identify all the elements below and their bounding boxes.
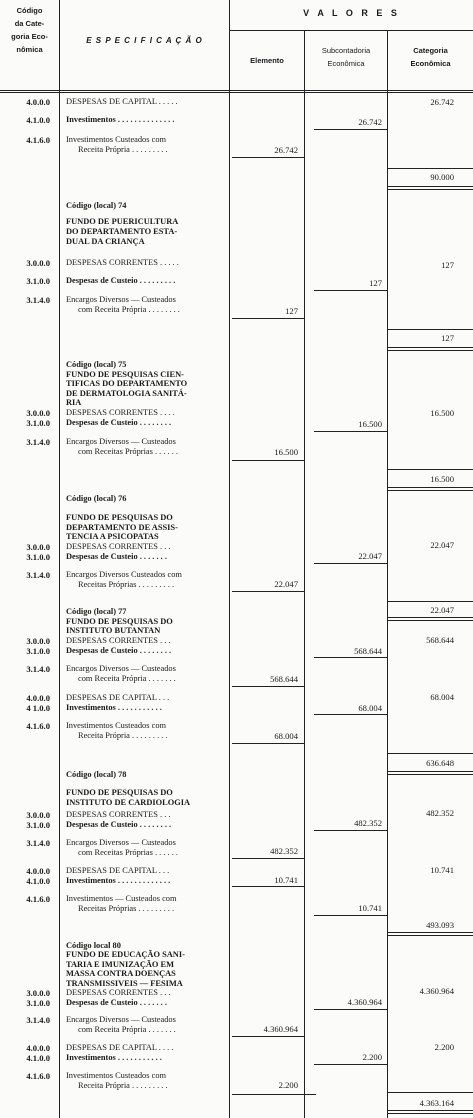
subcontadoria-value: 568.644 bbox=[354, 646, 382, 656]
total-value: 4.363.164 bbox=[419, 1098, 454, 1108]
row-text bbox=[66, 894, 226, 913]
categoria-value: 4.360.964 bbox=[419, 986, 454, 996]
subcontadoria-value: 482.352 bbox=[354, 818, 382, 828]
elemento-value: 26.742 bbox=[274, 145, 298, 155]
row-text: DESPESAS CORRENTES . . . . . bbox=[66, 258, 179, 267]
header-subcontadoria bbox=[305, 44, 387, 70]
row-text: Despesas de Custeio . . . . . . . . bbox=[66, 646, 172, 655]
subcontadoria-value: 4.360.964 bbox=[347, 997, 382, 1007]
sum-rule bbox=[314, 915, 387, 916]
row-code: 3.1.0.0 bbox=[26, 418, 50, 428]
total-value: 90.000 bbox=[430, 172, 454, 182]
column-rule-spec bbox=[229, 0, 230, 1118]
row-code: 3.1.4.0 bbox=[26, 664, 50, 674]
row-text bbox=[66, 1071, 226, 1090]
row-text-line: Encargos Diversos — Custeados bbox=[66, 1015, 176, 1024]
row-code: 4.0.0.0 bbox=[26, 693, 50, 703]
row-text-line: Investimentos Custeados com bbox=[66, 721, 167, 730]
categoria-value: 127 bbox=[441, 260, 454, 270]
row-code: 3.0.0.0 bbox=[26, 988, 50, 998]
total-rule bbox=[388, 601, 473, 602]
header-code-column bbox=[0, 4, 59, 56]
row-text: DESPESAS CORRENTES . . . bbox=[66, 636, 171, 645]
row-code: 4.1.6.0 bbox=[26, 894, 50, 904]
row-code: 3.1.0.0 bbox=[26, 998, 50, 1008]
sum-rule bbox=[314, 1064, 387, 1065]
elemento-value: 10.741 bbox=[274, 875, 298, 885]
total-rule bbox=[388, 186, 473, 187]
section-title: Código (local) 74 bbox=[66, 201, 127, 210]
total-rule bbox=[388, 753, 473, 754]
sum-rule bbox=[232, 591, 304, 592]
total-rule bbox=[388, 771, 473, 772]
subcontadoria-value: 10.741 bbox=[358, 903, 382, 913]
total-value: 22.047 bbox=[430, 605, 454, 615]
total-rule bbox=[388, 168, 473, 169]
row-text-line: com Receitas Próprias . . . . . . bbox=[78, 446, 179, 456]
header-code-line-1: Código bbox=[16, 6, 43, 15]
row-code: 3.1.0.0 bbox=[26, 646, 50, 656]
section-line: FUNDO DE PUERICULTURA bbox=[66, 217, 179, 226]
column-rule-sub bbox=[387, 30, 388, 1118]
row-text-line: com Receita Própria . . . . . . . bbox=[78, 1024, 176, 1034]
subcontadoria-value: 68.004 bbox=[358, 703, 382, 713]
total-rule bbox=[388, 469, 473, 470]
section-line: FUNDO DE PESQUISAS DO bbox=[66, 787, 173, 797]
sum-rule bbox=[314, 129, 387, 130]
sum-rule bbox=[314, 290, 387, 291]
header-code-line-4: nômica bbox=[16, 45, 43, 54]
sum-rule bbox=[232, 157, 304, 158]
header-code-line-2: da Cate- bbox=[14, 19, 45, 28]
row-text: DESPESAS CORRENTES . . . bbox=[66, 810, 171, 819]
section-line: DEPARTAMENTO DE ASSIS- bbox=[66, 522, 178, 532]
section-line: FUNDO DE PESQUISAS CIEN- bbox=[66, 369, 184, 379]
categoria-value: 10.741 bbox=[430, 865, 454, 875]
total-rule bbox=[388, 617, 473, 618]
section-line: TIFICAS DO DEPARTAMENTO bbox=[66, 379, 188, 388]
row-code: 4.1.0.0 bbox=[26, 115, 50, 125]
section-line: DO DEPARTAMENTO ESTA- bbox=[66, 227, 178, 236]
row-text bbox=[66, 721, 226, 740]
valores-rule bbox=[229, 30, 473, 31]
row-text: Despesas de Custeio . . . . . . . bbox=[66, 998, 167, 1007]
subcontadoria-value: 26.742 bbox=[358, 117, 382, 127]
sum-rule bbox=[232, 1094, 316, 1095]
section-header-78 bbox=[66, 770, 226, 807]
sum-rule bbox=[314, 657, 387, 658]
categoria-value: 26.742 bbox=[430, 97, 454, 107]
sum-rule bbox=[314, 830, 387, 831]
row-text: DESPESAS DE CAPITAL . . . bbox=[66, 693, 170, 702]
row-code: 3.1.4.0 bbox=[26, 1015, 50, 1025]
row-code: 3.0.0.0 bbox=[26, 636, 50, 646]
row-code: 3.1.4.0 bbox=[26, 838, 50, 848]
row-text-line: Encargos Diversos — Custeados bbox=[66, 838, 176, 847]
row-text: Investimentos . . . . . . . . . . . . . bbox=[66, 876, 171, 885]
header-sub-line-2: Econômica bbox=[327, 59, 365, 68]
row-code: 4.1.6.0 bbox=[26, 135, 50, 145]
column-rule-elemento bbox=[304, 30, 305, 1118]
row-code: 4.1.0.0 bbox=[26, 1053, 50, 1063]
row-text-line: Investimentos Custeados com bbox=[66, 1071, 167, 1080]
row-text: Investimentos . . . . . . . . . . . bbox=[66, 1053, 162, 1062]
section-line: FUNDO DE EDUCAÇÃO SANI- bbox=[66, 950, 185, 960]
total-value: 493.093 bbox=[426, 920, 454, 930]
total-rule bbox=[388, 774, 473, 775]
row-text: Despesas de Custeio . . . . . . . . bbox=[66, 418, 172, 427]
row-code: 3.1.0.0 bbox=[26, 820, 50, 830]
row-text-line: Receitas Próprias . . . . . . . . . bbox=[78, 903, 175, 913]
row-code: 4.0.0.0 bbox=[26, 866, 50, 876]
row-text: Investimentos . . . . . . . . . . . bbox=[66, 703, 162, 712]
elemento-value: 568.644 bbox=[270, 674, 298, 684]
section-line: INSTITUTO DE CARDIOLOGIA bbox=[66, 797, 191, 807]
total-rule bbox=[388, 347, 473, 348]
total-rule bbox=[388, 932, 473, 933]
section-line: TARIA E IMUNIZAÇÃO EM bbox=[66, 959, 175, 969]
total-rule bbox=[388, 1092, 473, 1093]
elemento-value: 4.360.964 bbox=[263, 1024, 298, 1034]
section-line: FUNDO DE PESQUISAS DO bbox=[66, 616, 173, 626]
row-text: Despesas de Custeio . . . . . . . . . bbox=[66, 276, 176, 285]
sum-rule bbox=[232, 460, 304, 461]
header-categoria bbox=[388, 44, 473, 70]
section-line: TRANSMISSIVEIS — FESIMA bbox=[66, 978, 183, 988]
section-title: Código (local) 77 bbox=[66, 607, 127, 616]
section-line: RIA bbox=[66, 398, 82, 407]
row-code: 4.0.0.0 bbox=[26, 97, 50, 107]
section-line: MASSA CONTRA DOENÇAS bbox=[66, 969, 176, 979]
header-bottom-rule bbox=[0, 90, 473, 91]
categoria-value: 482.352 bbox=[426, 808, 454, 818]
section-line: TENCIA A PSICOPATAS bbox=[66, 532, 159, 542]
elemento-value: 68.004 bbox=[274, 731, 298, 741]
total-rule bbox=[388, 189, 473, 190]
row-text-line: Encargos Diversos — Custeados bbox=[66, 295, 176, 304]
row-code: 3.0.0.0 bbox=[26, 810, 50, 820]
total-rule bbox=[388, 1110, 473, 1111]
row-text: Despesas de Custeio . . . . . . . bbox=[66, 552, 167, 561]
row-code: 3.0.0.0 bbox=[26, 408, 50, 418]
row-text-line: com Receitas Próprias . . . . . . bbox=[78, 847, 179, 857]
row-code: 4.0.0.0 bbox=[26, 1043, 50, 1053]
row-text: Despesas de Custeio . . . . . . . . bbox=[66, 820, 172, 829]
row-text-line: com Receita Própria . . . . . . . . bbox=[78, 304, 180, 314]
elemento-value: 2.200 bbox=[278, 1080, 298, 1090]
sum-rule bbox=[232, 886, 304, 887]
section-line: DUAL DA CRIANÇA bbox=[66, 237, 145, 246]
row-text bbox=[66, 570, 226, 589]
row-text-line: Encargos Diversos — Custeados bbox=[66, 437, 176, 446]
sum-rule bbox=[232, 1036, 304, 1037]
subcontadoria-value: 16.500 bbox=[358, 419, 382, 429]
subcontadoria-value: 127 bbox=[369, 278, 382, 288]
row-code: 4.1.6.0 bbox=[26, 721, 50, 731]
total-rule bbox=[388, 329, 473, 330]
categoria-value: 2.200 bbox=[434, 1042, 454, 1052]
section-header-76 bbox=[66, 494, 226, 542]
sum-rule bbox=[232, 743, 304, 744]
header-valores: V A L O R E S bbox=[303, 8, 400, 18]
row-code: 3.1.0.0 bbox=[26, 552, 50, 562]
row-text: DESPESAS CORRENTES . . . bbox=[66, 542, 171, 551]
row-code: 4 1.0.0 bbox=[26, 703, 50, 713]
row-text-line: com Receita Própria . . . . . . . bbox=[78, 673, 176, 683]
row-text bbox=[66, 295, 226, 314]
row-text-line: Receitas Próprias . . . . . . . . . bbox=[78, 579, 175, 589]
row-text: Investimentos . . . . . . . . . . . . . . bbox=[66, 115, 175, 124]
categoria-value: 68.004 bbox=[430, 692, 454, 702]
row-text bbox=[66, 135, 226, 154]
row-code: 3.1.0.0 bbox=[26, 276, 50, 286]
categoria-value: 22.047 bbox=[430, 540, 454, 550]
categoria-value: 568.644 bbox=[426, 635, 454, 645]
section-header-80 bbox=[66, 941, 226, 988]
row-text-line: Encargos Diversos — Custeados bbox=[66, 664, 176, 673]
header-cat-line-1: Categoria bbox=[413, 46, 448, 55]
row-code: 4.1.6.0 bbox=[26, 1071, 50, 1081]
row-text bbox=[66, 664, 226, 683]
header-cat-line-2: Econômica bbox=[410, 59, 451, 68]
row-text bbox=[66, 1015, 226, 1034]
row-text: DESPESAS DE CAPITAL . . . bbox=[66, 866, 170, 875]
elemento-value: 16.500 bbox=[274, 447, 298, 457]
section-line: INSTITUTO BUTANTAN bbox=[66, 626, 161, 636]
row-text bbox=[66, 838, 226, 857]
section-header-74 bbox=[66, 201, 226, 247]
total-value: 16.500 bbox=[430, 474, 454, 484]
categoria-value: 16.500 bbox=[430, 408, 454, 418]
total-rule bbox=[388, 1113, 473, 1114]
total-rule bbox=[388, 350, 473, 351]
row-text-line: Encargos Diversos Custeados com bbox=[66, 570, 182, 579]
total-rule bbox=[388, 935, 473, 936]
header-elemento: Elemento bbox=[250, 56, 284, 65]
sum-rule bbox=[232, 318, 304, 319]
header-sub-line-1: Subcontadoria bbox=[321, 46, 371, 55]
section-line: DE DERMATOLOGIA SANITÁ- bbox=[66, 388, 187, 398]
sum-rule bbox=[314, 563, 387, 564]
row-text: DESPESAS CORRENTES . . . . bbox=[66, 408, 175, 417]
sum-rule bbox=[232, 858, 304, 859]
total-rule bbox=[388, 620, 473, 621]
section-header-77 bbox=[66, 607, 226, 636]
row-text bbox=[66, 437, 226, 456]
section-title: Código (local) 75 bbox=[66, 360, 127, 369]
row-text: DESPESAS CORRENTES . . . bbox=[66, 988, 171, 997]
total-rule bbox=[388, 487, 473, 488]
subcontadoria-value: 2.200 bbox=[362, 1052, 382, 1062]
sum-rule bbox=[314, 714, 387, 715]
elemento-value: 482.352 bbox=[270, 846, 298, 856]
section-title: Código (local) 76 bbox=[66, 494, 127, 503]
section-title: Código local 80 bbox=[66, 941, 121, 950]
row-code: 3.1.4.0 bbox=[26, 570, 50, 580]
row-text-line: Receita Própria . . . . . . . . . bbox=[78, 1080, 168, 1090]
row-code: 3.0.0.0 bbox=[26, 258, 50, 268]
row-text-line: Investimentos — Custeados com bbox=[66, 894, 177, 903]
row-code: 3.0.0.0 bbox=[26, 542, 50, 552]
row-text: DESPESAS DE CAPITAL . . . . bbox=[66, 1043, 174, 1052]
section-header-75 bbox=[66, 360, 226, 408]
total-value: 636.648 bbox=[426, 758, 454, 768]
row-code: 4.1.0.0 bbox=[26, 876, 50, 886]
row-text-line: Receita Própria . . . . . . . . . bbox=[78, 144, 168, 154]
sum-rule bbox=[314, 1009, 387, 1010]
subcontadoria-value: 22.047 bbox=[358, 551, 382, 561]
section-title: Código (local) 78 bbox=[66, 770, 127, 779]
row-text-line: Receita Própria . . . . . . . . . bbox=[78, 730, 168, 740]
sum-rule bbox=[314, 431, 387, 432]
row-text: DESPESAS DE CAPITAL . . . . . bbox=[66, 97, 178, 106]
header-spec: E S P E C I F I C A Ç Ã O bbox=[86, 36, 203, 45]
sum-rule bbox=[232, 686, 304, 687]
row-code: 3.1.4.0 bbox=[26, 295, 50, 305]
header-code-line-3: goria Eco- bbox=[11, 32, 48, 41]
total-value: 127 bbox=[441, 333, 454, 343]
total-rule bbox=[388, 490, 473, 491]
elemento-value: 22.047 bbox=[274, 579, 298, 589]
elemento-value: 127 bbox=[285, 306, 298, 316]
section-line: FUNDO DE PESQUISAS DO bbox=[66, 512, 173, 522]
row-text-line: Investimentos Custeados com bbox=[66, 135, 167, 144]
row-code: 3.1.4.0 bbox=[26, 437, 50, 447]
header-bottom-rule-2 bbox=[0, 92, 473, 93]
column-rule-code bbox=[59, 0, 60, 1118]
